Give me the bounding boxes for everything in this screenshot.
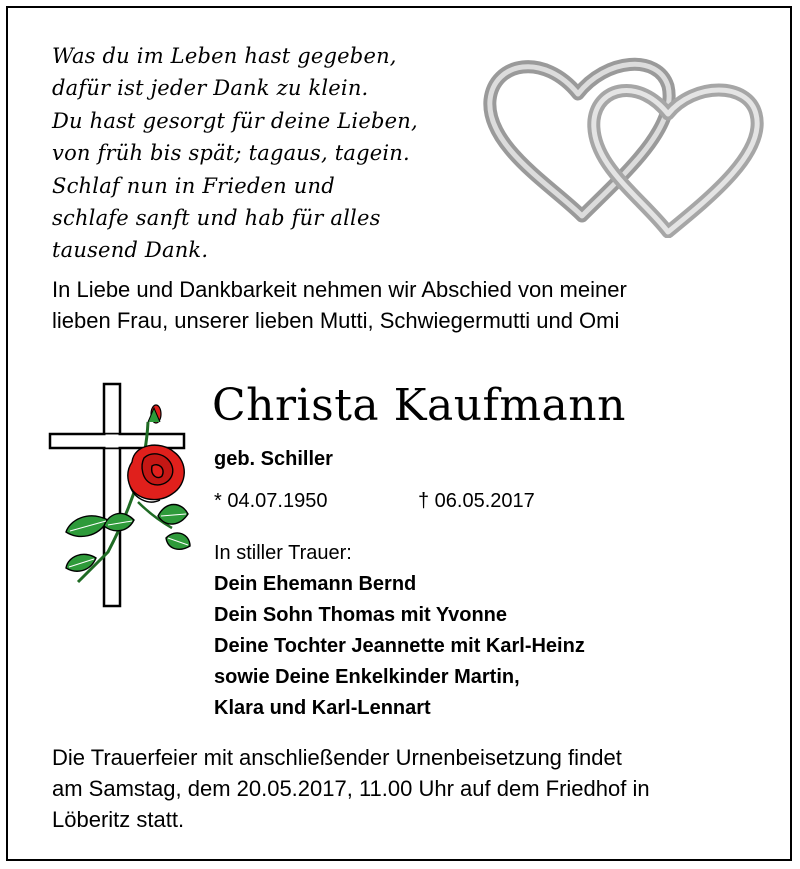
funeral-line: Löberitz statt. xyxy=(52,807,185,832)
cross-with-rose-icon xyxy=(48,382,198,617)
poem-line: dafür ist jeder Dank zu klein. xyxy=(52,76,369,101)
deceased-name: Christa Kaufmann xyxy=(212,380,626,431)
life-dates xyxy=(214,488,535,514)
poem-line: schlafe sanft und hab für alles xyxy=(52,206,381,231)
mourner-line: sowie Deine Enkelkinder Martin, xyxy=(214,666,520,688)
poem-line: tausend Dank. xyxy=(52,238,209,263)
poem-line: Was du im Leben hast gegeben, xyxy=(52,44,397,68)
intro-text xyxy=(52,274,627,336)
mourner-line: Deine Tochter Jeannette mit Karl-Heinz xyxy=(214,635,585,657)
birth-date: * 04.07.1950 xyxy=(214,490,328,512)
poem xyxy=(52,40,418,267)
two-hearts-icon xyxy=(482,48,772,243)
poem-line: von früh bis spät; tagaus, tagein. xyxy=(52,141,410,166)
obituary-card xyxy=(6,6,792,861)
funeral-notice xyxy=(52,742,650,835)
mourner-line: Dein Ehemann Bernd xyxy=(214,573,417,595)
mourners xyxy=(214,538,585,724)
death-date: † 06.05.2017 xyxy=(418,490,535,512)
mourners-heading: In stiller Trauer: xyxy=(214,542,352,564)
mourner-line: Dein Sohn Thomas mit Yvonne xyxy=(214,604,508,626)
funeral-line: am Samstag, dem 20.05.2017, 11.00 Uhr auf dem Friedhof in xyxy=(52,776,650,801)
intro-line: In Liebe und Dankbarkeit nehmen wir Abschied von meiner xyxy=(52,277,627,302)
birth-name: geb. Schiller xyxy=(214,448,333,470)
intro-line: lieben Frau, unserer lieben Mutti, Schwiegermutti und Omi xyxy=(52,308,620,333)
mourner-line: Klara und Karl-Lennart xyxy=(214,697,431,719)
poem-line: Du hast gesorgt für deine Lieben, xyxy=(52,108,418,133)
funeral-line: Die Trauerfeier mit anschließender Urnenbeisetzung findet xyxy=(52,745,622,770)
poem-line: Schlaf nun in Frieden und xyxy=(52,173,335,198)
